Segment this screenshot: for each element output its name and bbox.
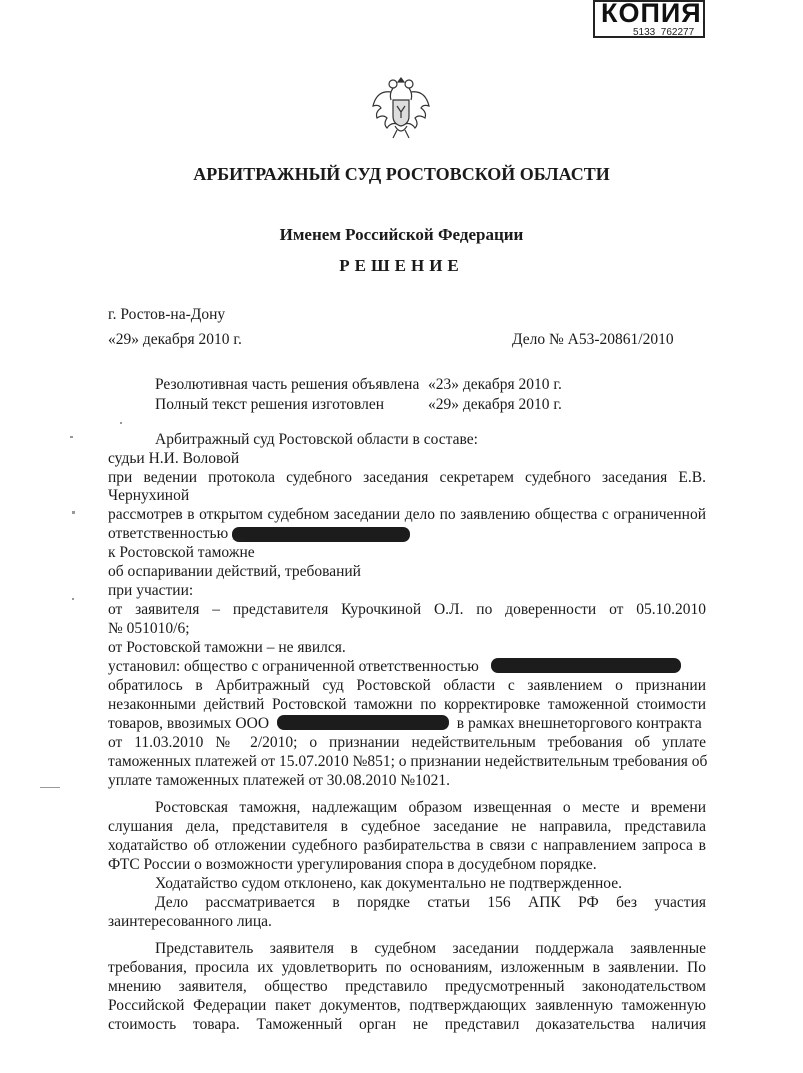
- body-line: слушания дела, представителя в судебное заседание не направила, представила: [108, 818, 706, 835]
- full-text-label: Полный текст решения изготовлен: [155, 396, 384, 413]
- copy-stamp: [593, 0, 705, 38]
- decision-heading: РЕШЕНИЕ: [339, 256, 464, 275]
- full-text-date: «29» декабря 2010 г.: [428, 396, 562, 413]
- body-line: обратилось в Арбитражный суд Ростовской области с заявлением о признании: [108, 677, 706, 694]
- body-line: уплате таможенных платежей от 30.08.2010 №1021.: [108, 772, 451, 789]
- redaction-block: [232, 527, 410, 542]
- in-name-heading: Именем Российской Федерации: [279, 225, 524, 244]
- body-line: № 051010/6;: [108, 620, 190, 637]
- scan-speck: [120, 422, 122, 424]
- body-line-text: в рамках внешнеторгового контракта: [456, 715, 702, 732]
- copy-stamp-word: КОПИЯ: [601, 0, 702, 28]
- body-line: незаконными действий Ростовской таможни по корректировке таможенной стоимости: [108, 696, 706, 713]
- body-line-text: установил: общество с ограниченной ответственностью: [108, 658, 479, 675]
- copy-stamp-number: 5133_762277: [633, 27, 695, 38]
- redaction-block: [277, 715, 449, 730]
- body-line: при ведении протокола судебного заседания секретарем судебного заседания Е.В.: [108, 469, 706, 486]
- body-line: от заявителя – представителя Курочкиной О.Л. по доверенности от 05.10.2010: [108, 601, 706, 618]
- body-line: Представитель заявителя в судебном заседании поддержала заявленные: [155, 940, 706, 957]
- body-line: мнению заявителя, общество представило предусмотренный законодательством: [108, 978, 706, 995]
- scan-speck: [72, 511, 75, 514]
- body-line: от Ростовской таможни – не явился.: [108, 639, 346, 656]
- redaction-block: [491, 658, 681, 673]
- body-line: судьи Н.И. Воловой: [108, 450, 240, 467]
- place: г. Ростов-на-Дону: [108, 306, 226, 323]
- body-line: при участии:: [108, 582, 194, 599]
- redacted-company-name: «ОЛЬВЕЙ ПЛАСТХИМ»: [232, 540, 243, 541]
- body-line: Ходатайство судом отклонено, как документально не подтвержденное.: [155, 875, 622, 892]
- body-line: ФТС России о возможности урегулирования спора в досудебном порядке.: [108, 856, 597, 873]
- case-number: Дело № А53-20861/2010: [512, 331, 674, 348]
- body-line: [108, 715, 702, 733]
- body-line: от 11.03.2010 № 2/2010; о признании недействительным требования об уплате: [108, 734, 706, 751]
- body-line: рассмотрев в открытом судебном заседании дело по заявлению общества с ограниченной: [108, 506, 706, 523]
- body-line: [108, 658, 681, 676]
- decision-date: «29» декабря 2010 г.: [108, 331, 242, 348]
- scan-speck: [70, 436, 73, 438]
- body-line: требования, просила их удовлетворить по основаниям, изложенным в заявлении. По: [108, 959, 706, 976]
- court-title: АРБИТРАЖНЫЙ СУД РОСТОВСКОЙ ОБЛАСТИ: [193, 164, 610, 184]
- body-line: Арбитражный суд Ростовской области в составе:: [155, 431, 478, 448]
- announced-date: «23» декабря 2010 г.: [428, 376, 562, 393]
- body-line-text: ответственностью: [108, 525, 229, 542]
- body-line-text: товаров, ввозимых ООО: [108, 715, 270, 732]
- body-line: Чернухиной: [108, 487, 190, 504]
- body-line: таможенных платежей от 15.07.2010 №851; о признании недействительным требования об: [108, 753, 708, 770]
- scan-speck: [40, 787, 60, 788]
- body-line: к Ростовской таможне: [108, 544, 255, 561]
- body-line: об оспаривании действий, требований: [108, 563, 361, 580]
- body-line: Ростовская таможня, надлежащим образом извещенная о месте и времени: [155, 799, 706, 816]
- body-line: Российской Федерации пакет документов, подтверждающих заявленную таможенную: [108, 997, 706, 1014]
- body-line: Дело рассматривается в порядке статьи 156 АПК РФ без участия: [155, 894, 706, 911]
- body-line: ходатайство об отложении судебного разбирательства в связи с направлением запроса в: [108, 837, 706, 854]
- announced-label: Резолютивная часть решения объявлена: [155, 376, 420, 393]
- scan-speck: [72, 598, 74, 600]
- coat-of-arms-icon: [371, 72, 431, 142]
- body-line: стоимость товара. Таможенный орган не представил доказательства наличия: [108, 1016, 706, 1033]
- body-line: [108, 525, 410, 543]
- body-line: заинтересованного лица.: [108, 913, 272, 930]
